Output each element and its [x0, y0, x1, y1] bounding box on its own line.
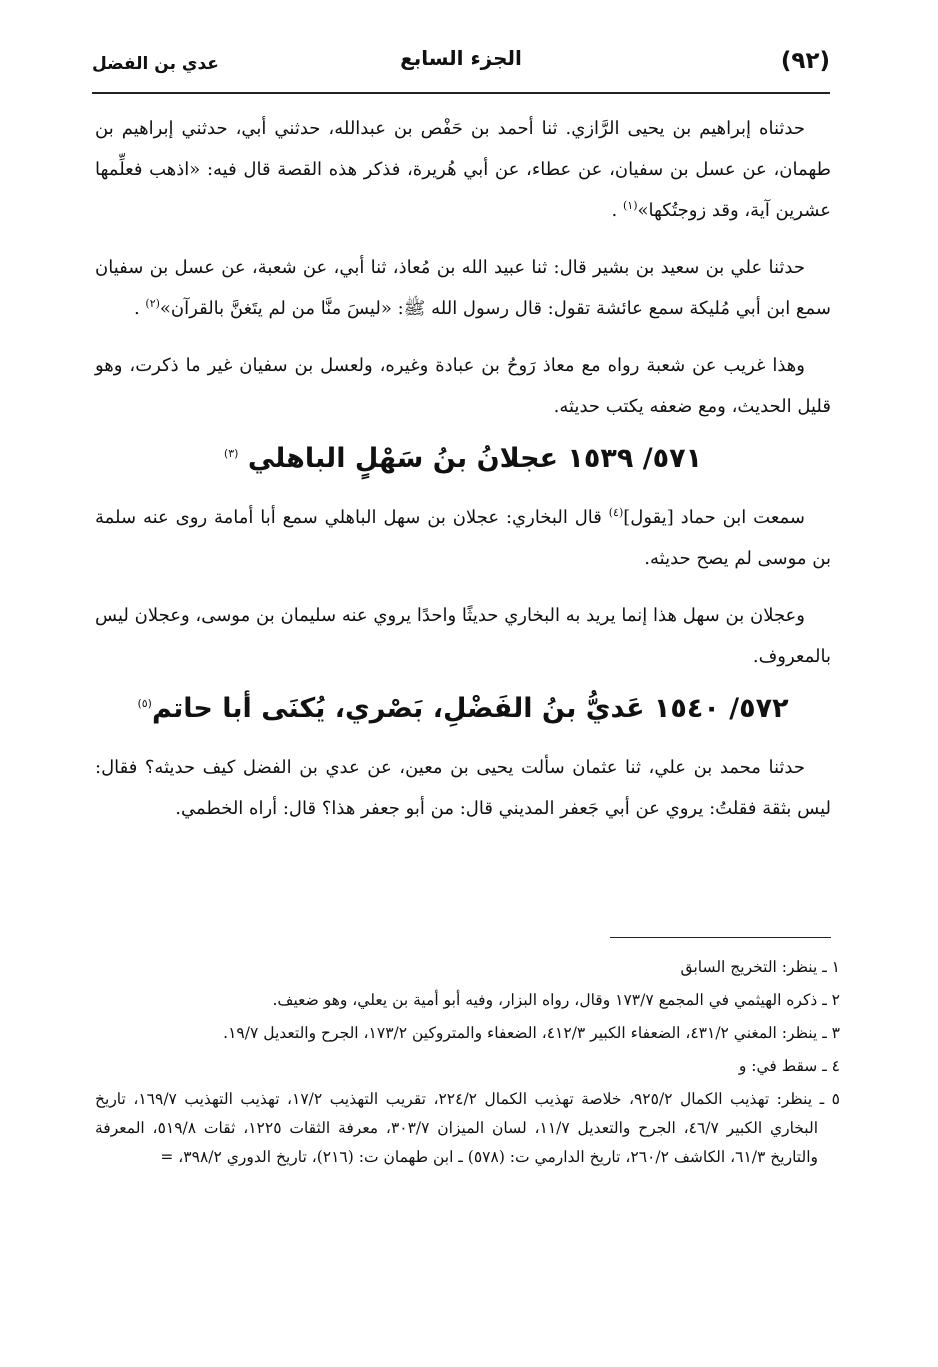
header-divider [92, 92, 830, 94]
entry-heading-571: ٥٧١/ ١٥٣٩ عجلانُ بنُ سَهْلٍ الباهلي $^{(٣)}$ [223, 443, 703, 474]
footnote-ref-1: (١) [622, 199, 638, 212]
paragraph-3: وهذا غريب عن شعبة رواه مع معاذ رَوحُ بن عبادة وغيره، ولعسل بن سفيان غير ما ذكرت، وهو قليل الحديث، ومع ضعفه يكتب حديثه. [95, 355, 831, 417]
footnote-2: ٢ ـ ذكره الهيثمي في المجمع ١٧٣/٧ وقال، رواه البزار، وفيه أبو أمية بن يعلي، وهو ضعيف. [272, 991, 840, 1009]
footnote-divider [610, 937, 831, 938]
page-number: (٩٢) [780, 48, 830, 74]
paragraph-6: حدثنا محمد بن علي، ثنا عثمان سألت يحيى بن معين، عن عدي بن الفضل كيف حديثه؟ فقال: ليس بثقة فقلتُ: يروي عن أبي جَعفر المديني قال: من أبو جعفر هذا؟ قال: أراه الخطمي. [95, 757, 831, 819]
footnotes [95, 953, 840, 1176]
footnote-4: ٤ ـ سقط في: و [738, 1057, 840, 1075]
paragraph-2: حدثنا علي بن سعيد بن بشير قال: ثنا عبيد الله بن مُعاذ، ثنا أبي، عن شعبة، عن عسل بن سفيان سمع ابن أبي مُليكة سمع عائشة تقول: قال رسول الله ﷺ: «ليسَ منَّا من لم يتَغنَّ بالقرآن»$^{(٢)}$ . [95, 257, 831, 319]
footnote-ref-5: (٥) [137, 697, 152, 710]
paragraph-1: حدثناه إبراهيم بن يحيى الرَّازي. ثنا أحمد بن حَفْص بن عبدالله، حدثني أبي، حدثني إبراهيم بن طهمان، عن عسل بن سفيان، عن عطاء، عن أبي هُريرة، فذكر هذه القصة قال فيه: «اذهب فعلِّمها عشرين آية، وقد زوجتُكها»$^{(١)}$ . [95, 118, 831, 221]
footnote-5: ٥ ـ ينظر: تهذيب الكمال ٩٢٥/٢، خلاصة تهذيب الكمال ٢٢٤/٢، تقريب التهذيب ١٧/٢، تهذيب التهذيب ١٦٩/٧، تاريخ البخاري الكبير ٤٦/٧، الجرح والتعديل ١١/٧، لسان الميزان ٣٠٣/٧، معرفة الثقات ١٢٢٥، ثقات ٥١٩/٨، المعرفة والتاريخ ٦١/٣، الكاشف ٢٦٠/٢، تاريخ الدارمي ت: (٥٧٨) ـ ابن طهمان ت: (٢١٦)، تاريخ الدوري ٣٩٨/٢، = [95, 1090, 840, 1166]
footnote-3: ٣ ـ ينظر: المغني ٤٣١/٢، الضعفاء الكبير ٤١٢/٣، الضعفاء والمتروكين ١٧٣/٢، الجرح والتعديل ١٩/٧. [223, 1024, 840, 1042]
entry-heading-572: ٥٧٢/ ١٥٤٠ عَديُّ بنُ الفَضْلِ، بَصْري، يُكنَى أبا حاتم$^{(٥)}$ [137, 693, 789, 724]
main-text [95, 108, 831, 845]
running-head-name: عدي بن الفضل [92, 54, 219, 74]
volume-title: الجزء السابع [400, 46, 522, 70]
footnote-ref-2: (٢) [145, 297, 160, 310]
footnote-ref-4: (٤) [608, 506, 624, 519]
footnote-1: ١ ـ ينظر: التخريج السابق [680, 958, 840, 976]
page-header [92, 40, 830, 90]
footnote-ref-3: (٣) [223, 447, 239, 460]
paragraph-4: سمعت ابن حماد [يقول]$^{(٤)}$ قال البخاري: عجلان بن سهل الباهلي سمع أبا أمامة روى عنه سلمة بن موسى لم يصح حديثه. [95, 506, 831, 569]
paragraph-5: وعجلان بن سهل هذا إنما يريد به البخاري حديثًا واحدًا يروي عنه سليمان بن موسى، وعجلان ليس بالمعروف. [95, 605, 831, 667]
